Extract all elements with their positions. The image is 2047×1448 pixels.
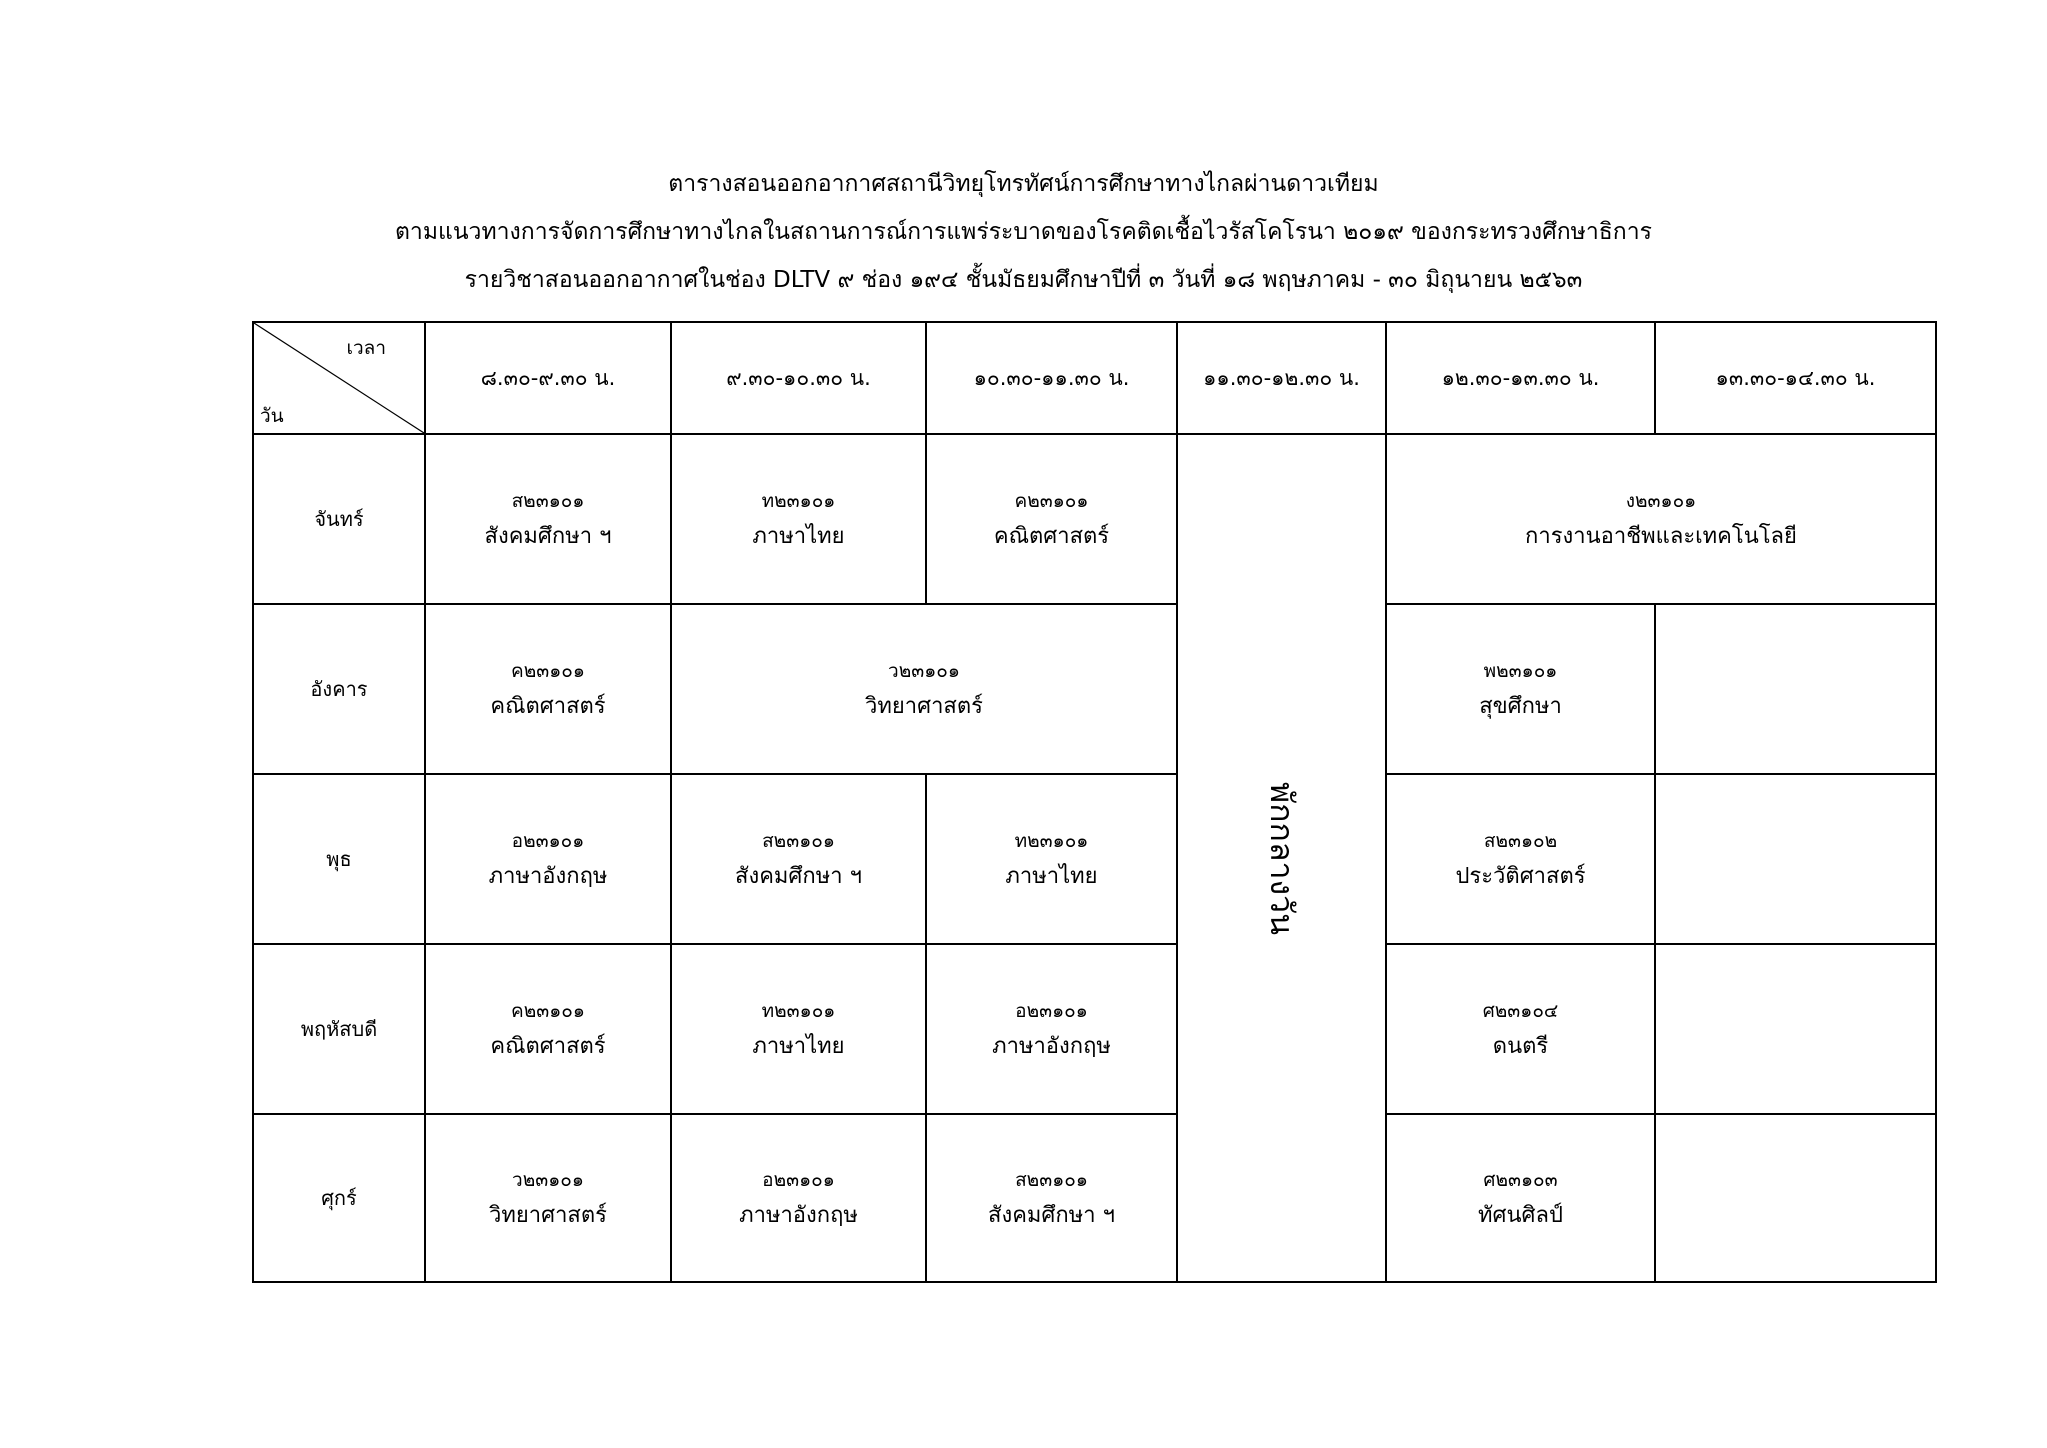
subject-name: ดนตรี <box>1492 1034 1549 1059</box>
day-label-thursday: พฤหัสบดี <box>253 944 425 1114</box>
subject-code: ว๒๓๑๐๑ <box>512 1169 584 1191</box>
class-cell <box>926 434 1177 604</box>
subject-name: การงานอาชีพและเทคโนโลยี <box>1525 524 1797 549</box>
class-cell <box>425 434 671 604</box>
empty-cell <box>1655 1114 1936 1282</box>
subject-name: สุขศึกษา <box>1479 694 1562 719</box>
subject-code: ศ๒๓๑๐๔ <box>1482 1000 1559 1022</box>
time-header-4: ๑๑.๓๐-๑๒.๓๐ น. <box>1177 322 1386 434</box>
day-row-tuesday <box>253 604 1936 774</box>
subject-code: อ๒๓๑๐๑ <box>1015 1000 1088 1022</box>
day-label-monday: จันทร์ <box>253 434 425 604</box>
class-cell <box>671 944 926 1114</box>
class-cell <box>926 774 1177 944</box>
class-cell <box>671 774 926 944</box>
lunch-break-cell <box>1177 434 1386 1282</box>
subject-name: สังคมศึกษา ฯ <box>484 524 612 549</box>
subject-code: ท๒๓๑๐๑ <box>761 1000 836 1022</box>
subject-name: ภาษาไทย <box>752 524 845 549</box>
class-cell <box>671 1114 926 1282</box>
class-cell <box>926 944 1177 1114</box>
class-cell <box>1386 944 1655 1114</box>
class-cell <box>425 604 671 774</box>
empty-cell <box>1655 604 1936 774</box>
empty-cell <box>1655 774 1936 944</box>
subject-name: วิทยาศาสตร์ <box>865 694 983 719</box>
subject-name: คณิตศาสตร์ <box>993 524 1110 549</box>
day-label-tuesday: อังคาร <box>253 604 425 774</box>
time-header-1: ๘.๓๐-๙.๓๐ น. <box>425 322 671 434</box>
class-cell <box>926 1114 1177 1282</box>
time-header-2: ๙.๓๐-๑๐.๓๐ น. <box>671 322 926 434</box>
day-row-thursday <box>253 944 1936 1114</box>
subject-code: ส๒๓๑๐๑ <box>1015 1169 1088 1191</box>
class-cell <box>1386 1114 1655 1282</box>
lunch-break-label: พักกลางวัน <box>1262 781 1301 935</box>
corner-cell <box>253 322 425 434</box>
document-header <box>0 160 2047 304</box>
subject-name: คณิตศาสตร์ <box>490 1034 606 1059</box>
broadcast-schedule-table <box>252 321 1937 1283</box>
time-header-6: ๑๓.๓๐-๑๔.๓๐ น. <box>1655 322 1936 434</box>
subject-code: ส๒๓๑๐๒ <box>1483 830 1558 852</box>
subject-code: ง๒๓๑๐๑ <box>1625 490 1697 512</box>
subject-name: ประวัติศาสตร์ <box>1455 864 1586 889</box>
empty-cell <box>1655 944 1936 1114</box>
subject-name: ภาษาอังกฤษ <box>488 864 608 889</box>
subject-name: ภาษาอังกฤษ <box>992 1034 1111 1059</box>
subject-name: วิทยาศาสตร์ <box>489 1203 607 1228</box>
class-cell <box>425 774 671 944</box>
subject-code: ค๒๓๑๐๑ <box>511 660 585 682</box>
day-row-friday <box>253 1114 1936 1282</box>
subject-code: ค๒๓๑๐๑ <box>511 1000 585 1022</box>
subject-name: คณิตศาสตร์ <box>490 694 606 719</box>
subject-code: ท๒๓๑๐๑ <box>1014 830 1089 852</box>
time-header-5: ๑๒.๓๐-๑๓.๓๐ น. <box>1386 322 1655 434</box>
title-line-3: รายวิชาสอนออกอากาศในช่อง DLTV ๙ ช่อง ๑๙๔ ชั้นมัธยมศึกษาปีที่ ๓ วันที่ ๑๘ พฤษภาคม - ๓๐ มิถุนายน ๒๕๖๓ <box>464 267 1583 293</box>
subject-code: ส๒๓๑๐๑ <box>511 490 585 512</box>
subject-code: ส๒๓๑๐๑ <box>762 830 835 852</box>
day-label-wednesday: พุธ <box>253 774 425 944</box>
class-cell <box>671 604 1177 774</box>
class-cell <box>425 944 671 1114</box>
subject-code: ท๒๓๑๐๑ <box>761 490 836 512</box>
class-cell <box>671 434 926 604</box>
title-line-2: ตามแนวทางการจัดการศึกษาทางไกลในสถานการณ์การแพร่ระบาดของโรคติดเชื้อไวรัสโคโรนา ๒๐๑๙ ของกระทรวงศึกษาธิการ <box>395 219 1652 245</box>
class-cell <box>425 1114 671 1282</box>
subject-name: ภาษาไทย <box>752 1034 845 1059</box>
subject-name: สังคมศึกษา ฯ <box>988 1203 1115 1228</box>
day-row-monday <box>253 434 1936 604</box>
subject-name: ภาษาอังกฤษ <box>739 1203 858 1228</box>
class-cell <box>1386 604 1655 774</box>
title-line-1: ตารางสอนออกอากาศสถานีวิทยุโทรทัศน์การศึกษาทางไกลผ่านดาวเทียม <box>668 171 1379 197</box>
day-row-wednesday <box>253 774 1936 944</box>
corner-day-label: วัน <box>260 405 284 427</box>
time-header-3: ๑๐.๓๐-๑๑.๓๐ น. <box>926 322 1177 434</box>
subject-code: ค๒๓๑๐๑ <box>1014 490 1089 512</box>
header-row <box>253 322 1936 434</box>
subject-code: ว๒๓๑๐๑ <box>888 660 960 682</box>
subject-code: พ๒๓๑๐๑ <box>1483 660 1558 682</box>
corner-time-label: เวลา <box>346 337 386 359</box>
day-label-friday: ศุกร์ <box>253 1114 425 1282</box>
subject-code: อ๒๓๑๐๑ <box>511 830 585 852</box>
subject-name: ภาษาไทย <box>1005 864 1098 889</box>
class-cell <box>1386 774 1655 944</box>
subject-name: สังคมศึกษา ฯ <box>735 864 862 889</box>
class-cell <box>1386 434 1936 604</box>
subject-code: อ๒๓๑๐๑ <box>762 1169 835 1191</box>
subject-code: ศ๒๓๑๐๓ <box>1483 1169 1558 1191</box>
subject-name: ทัศนศิลป์ <box>1478 1203 1563 1228</box>
